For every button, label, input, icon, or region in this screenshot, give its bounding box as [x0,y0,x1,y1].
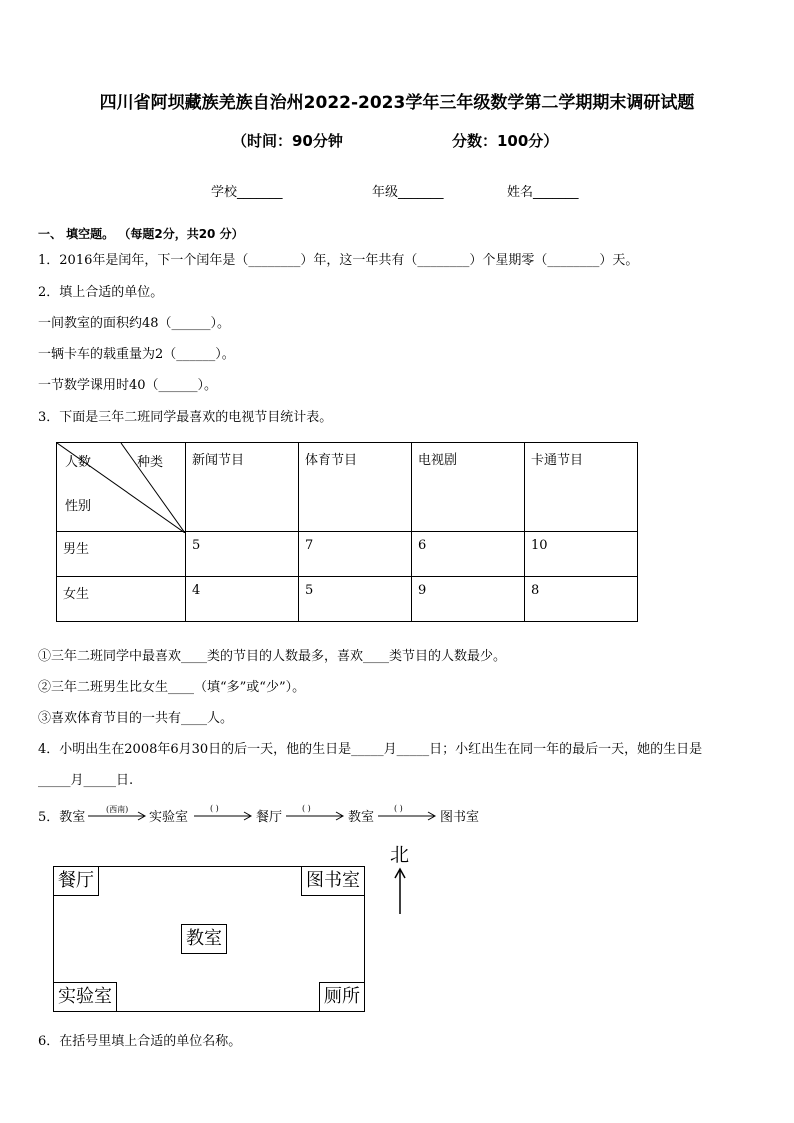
corner-gender-label: 性别 [65,499,92,514]
question-3: 3．下面是三年二班同学最喜欢的电视节目统计表。 [38,410,333,425]
table-header: 卡通节目 [525,443,638,532]
table-cell: 5 [299,577,412,622]
room-library: 图书室 [301,866,365,896]
north-arrow-icon [392,866,408,916]
question-1: 1．2016年是闰年，下一个闰年是（________）年，这一年共有（________）个星期零（________）天。 [38,253,639,268]
name-field[interactable]: 姓名_______ [507,185,579,200]
route-arrow-3 [286,804,346,824]
table-cell: 9 [412,577,525,622]
direction-blank-2[interactable]: ( ) [210,804,219,813]
route-lab: 实验室 [149,810,189,825]
exam-time: （时间：90分钟 [232,132,343,150]
corner-count-label: 人数 [65,455,92,470]
question-3c: ③喜欢体育节目的一共有____人。 [38,711,234,726]
question-3a: ①三年二班同学中最喜欢____类的节目的人数最多，喜欢____类节目的人数最少。 [38,649,507,664]
question-4b: _____月_____日. [38,773,134,788]
room-toilet: 厕所 [319,982,365,1012]
question-2: 2．填上合适的单位。 [38,285,164,300]
table-cell: 4 [186,577,299,622]
campus-map [53,866,365,1012]
route-arrow-4 [378,804,438,824]
page-title: 四川省阿坝藏族羌族自治州2022-2023学年三年级数学第二学期期末调研试题 [99,93,695,113]
table-cell: 6 [412,532,525,577]
table-cell: 8 [525,577,638,622]
table-header: 体育节目 [299,443,412,532]
route-classroom: 教室 [348,810,375,825]
row-label: 女生 [57,577,186,622]
grade-field[interactable]: 年级_______ [372,185,444,200]
question-4a: 4．小明出生在2008年6月30日的后一天，他的生日是_____月_____日；小红出生在同一年的最后一天，她的生日是 [38,742,703,757]
route-canteen: 餐厅 [256,810,283,825]
question-6: 6．在括号里填上合适的单位名称。 [38,1034,242,1049]
row-label: 男生 [57,532,186,577]
table-corner-cell [57,443,186,532]
direction-blank-4[interactable]: ( ) [394,804,403,813]
tv-program-table [56,442,638,622]
room-canteen: 餐厅 [53,866,99,896]
table-cell: 10 [525,532,638,577]
section-heading: 一、 填空题。 （每题2分，共20 分） [38,227,244,241]
question-5-start: 5．教室 [38,810,86,825]
north-label: 北 [390,844,410,866]
corner-type-label: 种类 [137,455,164,470]
table-row [57,532,638,577]
table-header: 新闻节目 [186,443,299,532]
exam-score: 分数：100分） [452,132,559,150]
table-cell: 7 [299,532,412,577]
table-header: 电视剧 [412,443,525,532]
school-field[interactable]: 学校_______ [211,185,283,200]
question-3b: ②三年二班男生比女生____（填“多”或“少”）。 [38,680,306,695]
table-row [57,577,638,622]
table-cell: 5 [186,532,299,577]
question-2b: 一辆卡车的载重量为2（______）。 [38,347,235,362]
route-arrow-2 [194,804,254,824]
route-library: 图书室 [440,810,480,825]
room-classroom: 教室 [181,924,227,954]
direction-blank-3[interactable]: ( ) [302,804,311,813]
room-lab: 实验室 [53,982,117,1012]
question-2a: 一间教室的面积约48（______）。 [38,316,231,331]
direction-label-1: (西南) [106,805,129,814]
route-arrow-1 [88,804,148,824]
question-2c: 一节数学课用时40（______）。 [38,378,218,393]
